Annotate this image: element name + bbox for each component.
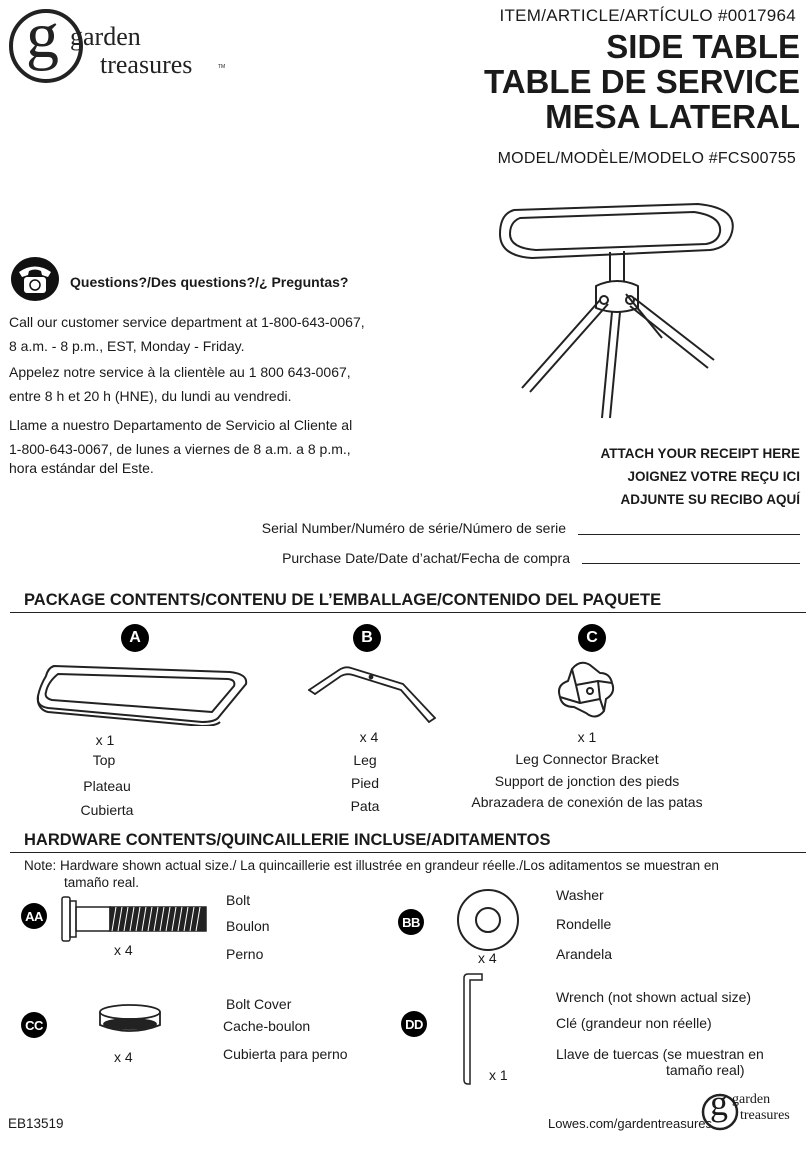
part-c-bracket-illustration: [552, 655, 622, 725]
hardware-dd-name-en: Wrench (not shown actual size): [556, 989, 752, 1005]
part-a-name-en: Top: [92, 752, 116, 768]
package-contents-title: PACKAGE CONTENTS/CONTENU DE L’EMBALLAGE/CONTENIDO DEL PAQUETE: [24, 591, 662, 609]
item-number: ITEM/ARTICLE/ARTÍCULO #0017964: [499, 6, 796, 25]
hardware-aa-name-es: Perno: [226, 946, 264, 962]
hardware-cc-name-fr: Cache-boulon: [223, 1018, 311, 1034]
part-b-leg-illustration: [305, 662, 445, 726]
part-b-qty: x 4: [359, 729, 379, 745]
hardware-bb-name-fr: Rondelle: [556, 916, 612, 932]
part-a-top-illustration: [32, 660, 252, 726]
serial-number-field[interactable]: [578, 534, 800, 535]
part-b-name-fr: Pied: [350, 775, 380, 791]
hardware-dd-name-es-2: tamaño real): [666, 1062, 745, 1078]
questions-en: [9, 310, 365, 358]
part-c-name-es: Abrazadera de conexión de las patas: [471, 794, 703, 810]
part-a-name-es: Cubierta: [80, 802, 134, 818]
receipt-fr: JOIGNEZ VOTRE REÇU ICI: [627, 469, 800, 484]
questions-es-line: hora estándar del Este.: [9, 460, 154, 476]
hardware-bb-badge: BB: [398, 909, 424, 935]
questions-fr-line: Appelez notre service à la clientèle au 1 800 643-0067,: [9, 364, 351, 380]
part-c-badge: C: [578, 624, 606, 652]
title-es: MESA LATERAL: [545, 98, 800, 135]
hardware-cc-name-es: Cubierta para perno: [223, 1046, 348, 1062]
hardware-dd-badge: DD: [401, 1011, 427, 1037]
hardware-bb-name-en: Washer: [556, 887, 604, 903]
questions-fr: [9, 360, 351, 408]
serial-number-label: Serial Number/Numéro de série/Número de serie: [261, 520, 566, 536]
model-number: MODEL/MODÈLE/MODELO #FCS00755: [497, 150, 796, 167]
receipt-es: ADJUNTE SU RECIBO AQUÍ: [620, 492, 800, 507]
hardware-aa-badge: AA: [21, 903, 47, 929]
questions-en-line: 8 a.m. - 8 p.m., EST, Monday - Friday.: [9, 338, 245, 354]
hardware-aa-name-fr: Boulon: [226, 918, 270, 934]
hardware-cc-name-en: Bolt Cover: [226, 996, 292, 1012]
hardware-cc-qty: x 4: [114, 1049, 133, 1065]
part-c-name-fr: Support de jonction des pieds: [494, 773, 680, 789]
divider: [10, 612, 806, 613]
purchase-date-field[interactable]: [582, 563, 800, 564]
questions-en-line: Call our customer service department at 1-800-643-0067,: [9, 314, 365, 330]
part-b-badge: B: [353, 624, 381, 652]
questions-fr-line: entre 8 h et 20 h (HNE), du lundi au vendredi.: [9, 388, 292, 404]
bolt-illustration: [60, 893, 210, 945]
part-b-name-en: Leg: [353, 752, 377, 768]
part-b-name-es: Pata: [350, 798, 380, 814]
part-a-badge: A: [121, 624, 149, 652]
part-c-name-en: Leg Connector Bracket: [515, 751, 659, 767]
footer-code: EB13519: [8, 1116, 64, 1131]
receipt-en: ATTACH YOUR RECEIPT HERE: [600, 446, 800, 461]
hardware-cc-badge: CC: [21, 1012, 47, 1038]
footer-logo-letter: g: [710, 1083, 728, 1123]
hardware-contents-title: HARDWARE CONTENTS/QUINCAILLERIE INCLUSE/ADITAMENTOS: [24, 831, 551, 849]
part-a-qty: x 1: [95, 732, 115, 748]
hardware-aa-name-en: Bolt: [226, 892, 251, 908]
divider: [10, 852, 806, 853]
wrench-illustration: [460, 970, 488, 1086]
hardware-bb-name-es: Arandela: [556, 946, 613, 962]
part-a-name-fr: Plateau: [83, 778, 131, 794]
footer-url[interactable]: Lowes.com/gardentreasures: [548, 1116, 713, 1131]
brand-logo: [8, 0, 238, 90]
hardware-dd-name-es: Llave de tuercas (se muestran en: [556, 1046, 764, 1062]
logo-letter: g: [26, 0, 59, 72]
logo-line2: treasures: [100, 50, 193, 79]
questions-es-line: 1-800-643-0067, de lunes a viernes de 8 a.m. a 8 p.m.,: [9, 441, 351, 457]
title-fr: TABLE DE SERVICE: [484, 63, 800, 100]
hardware-dd-name-fr: Clé (grandeur non réelle): [556, 1015, 712, 1031]
purchase-date-label: Purchase Date/Date d’achat/Fecha de compra: [282, 550, 570, 566]
hardware-aa-qty: x 4: [114, 942, 133, 958]
questions-es-line: Llame a nuestro Departamento de Servicio al Cliente al: [9, 417, 353, 433]
hardware-note-line2: tamaño real.: [64, 875, 140, 890]
questions-es: [9, 413, 352, 480]
hardware-bb-qty: x 4: [478, 950, 497, 966]
logo-line1: garden: [70, 22, 141, 51]
part-c-qty: x 1: [577, 729, 597, 745]
washer-illustration: [455, 887, 521, 953]
logo-tm: TM: [218, 64, 226, 70]
questions-heading: Questions?/Des questions?/¿ Preguntas?: [70, 274, 349, 290]
footer-logo: [700, 1083, 804, 1132]
bolt-cover-illustration: [97, 1003, 163, 1037]
hardware-dd-qty: x 1: [489, 1067, 508, 1083]
title-en: SIDE TABLE: [606, 28, 800, 65]
side-table-illustration: [492, 188, 742, 418]
footer-logo-line1: garden: [732, 1092, 771, 1107]
hardware-note-line1: Note: Hardware shown actual size./ La quincaillerie est illustrée en grandeur réelle./Los aditamentos se muestran en: [24, 858, 719, 873]
phone-icon: [10, 255, 60, 303]
footer-logo-line2: treasures: [740, 1108, 790, 1123]
